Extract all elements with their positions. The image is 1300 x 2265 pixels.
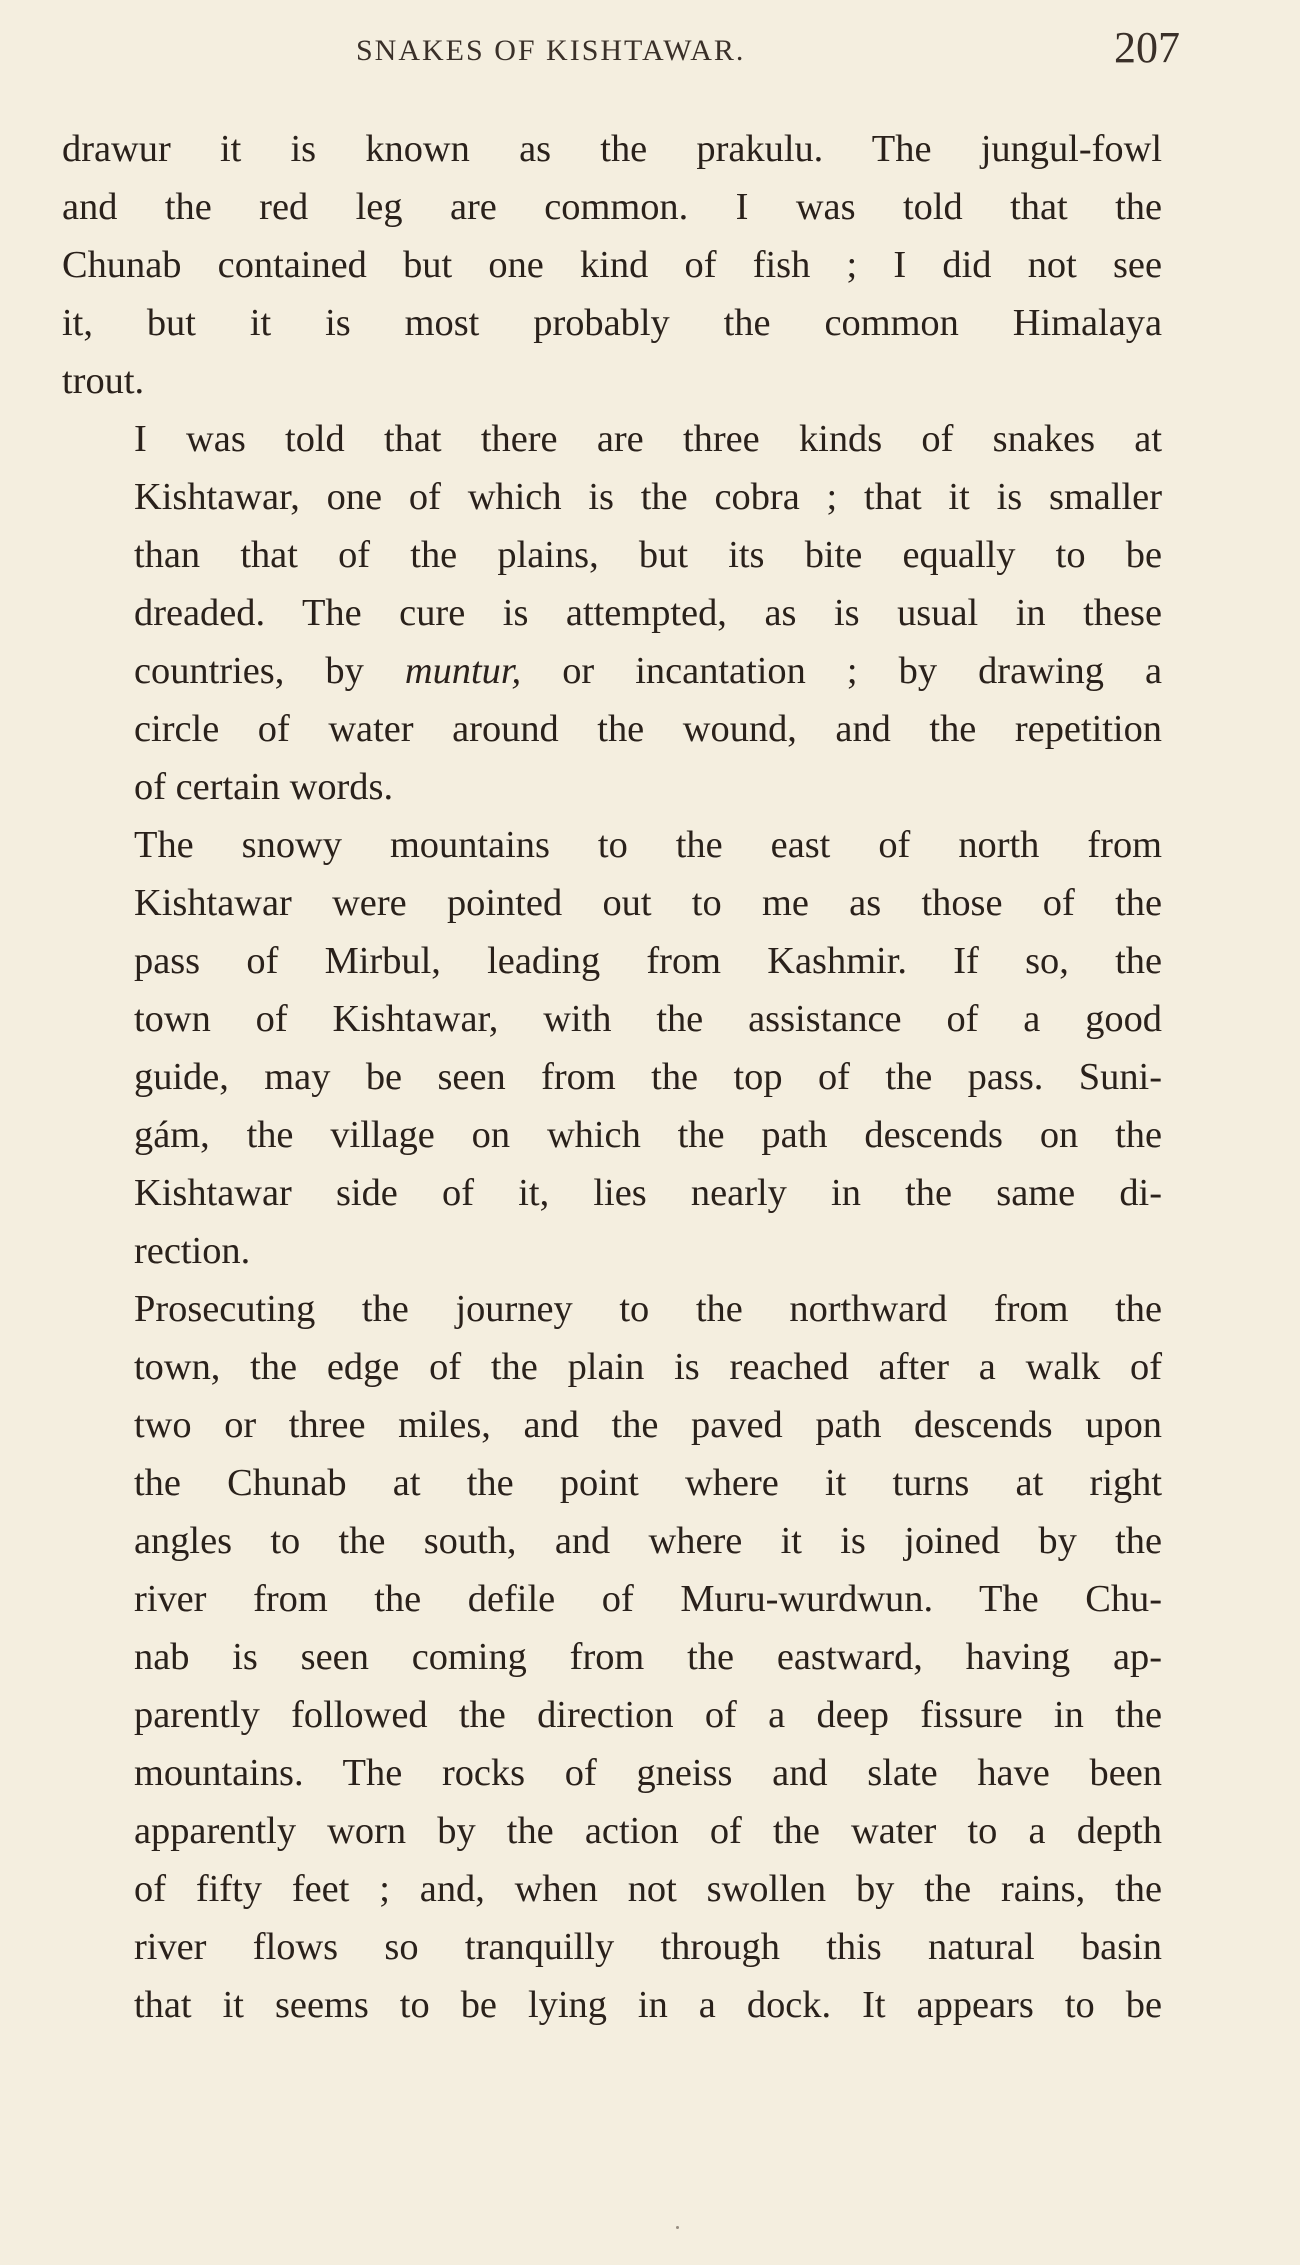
paper-speck xyxy=(676,2226,679,2229)
text-line: of certain words. xyxy=(134,766,394,808)
page-number: 207 xyxy=(1114,23,1180,72)
text-line: mountains. The rocks of gneiss and slate have been xyxy=(134,1752,1162,1794)
text-line: river flows so tranquilly through this natural basin xyxy=(134,1926,1162,1968)
text-line xyxy=(62,642,1162,700)
paragraph-3 xyxy=(62,816,1162,1280)
text-line: that it seems to be lying in a dock. It appears to be xyxy=(134,1984,1162,2026)
text-line: town, the edge of the plain is reached after a walk of xyxy=(134,1346,1162,1388)
text-line: guide, may be seen from the top of the pass. Suni- xyxy=(134,1056,1162,1098)
text-segment: countries, by xyxy=(134,650,405,692)
text-segment: or incantation ; by drawing a xyxy=(521,650,1162,692)
text-line: river from the defile of Muru-wurdwun. The Chu- xyxy=(134,1578,1162,1620)
text-line: two or three miles, and the paved path descends upon xyxy=(134,1404,1162,1446)
text-line: and the red leg are common. I was told that the xyxy=(62,186,1162,228)
italic-word: muntur, xyxy=(404,650,522,692)
text-line: Kishtawar side of it, lies nearly in the same di- xyxy=(134,1172,1162,1214)
text-line: Kishtawar were pointed out to me as those of the xyxy=(134,882,1162,924)
text-line: rection. xyxy=(134,1230,251,1272)
text-line: town of Kishtawar, with the assistance of a good xyxy=(134,998,1162,1040)
text-line: the Chunab at the point where it turns at right xyxy=(134,1462,1162,1504)
text-line: nab is seen coming from the eastward, having ap- xyxy=(134,1636,1162,1678)
text-line: circle of water around the wound, and the repetition xyxy=(134,708,1162,750)
paragraph-1 xyxy=(62,120,1162,410)
text-line: The snowy mountains to the east of north from xyxy=(134,824,1162,866)
text-line: Prosecuting the journey to the northward from the xyxy=(134,1288,1162,1330)
text-line: apparently worn by the action of the water to a depth xyxy=(134,1810,1162,1852)
text-line: gám, the village on which the path descends on the xyxy=(134,1114,1162,1156)
text-line: than that of the plains, but its bite equally to be xyxy=(134,534,1162,576)
text-line: parently followed the direction of a deep fissure in the xyxy=(134,1694,1162,1736)
text-line: drawur it is known as the prakulu. The jungul-fowl xyxy=(62,128,1162,170)
text-line: dreaded. The cure is attempted, as is usual in these xyxy=(134,592,1162,634)
running-title: SNAKES OF KISHTAWAR. xyxy=(356,34,746,67)
text-line: trout. xyxy=(62,360,145,402)
text-line: angles to the south, and where it is joined by the xyxy=(134,1520,1162,1562)
body-text xyxy=(62,120,1162,2034)
text-line: Chunab contained but one kind of fish ; I did not see xyxy=(62,244,1162,286)
text-line: it, but it is most probably the common Himalaya xyxy=(62,302,1162,344)
text-line: pass of Mirbul, leading from Kashmir. If so, the xyxy=(134,940,1162,982)
text-line: of fifty feet ; and, when not swollen by the rains, the xyxy=(134,1868,1162,1910)
text-line: I was told that there are three kinds of snakes at xyxy=(134,418,1162,460)
paragraph-2 xyxy=(62,410,1162,816)
paragraph-4 xyxy=(62,1280,1162,2034)
text-line: Kishtawar, one of which is the cobra ; that it is smaller xyxy=(134,476,1162,518)
